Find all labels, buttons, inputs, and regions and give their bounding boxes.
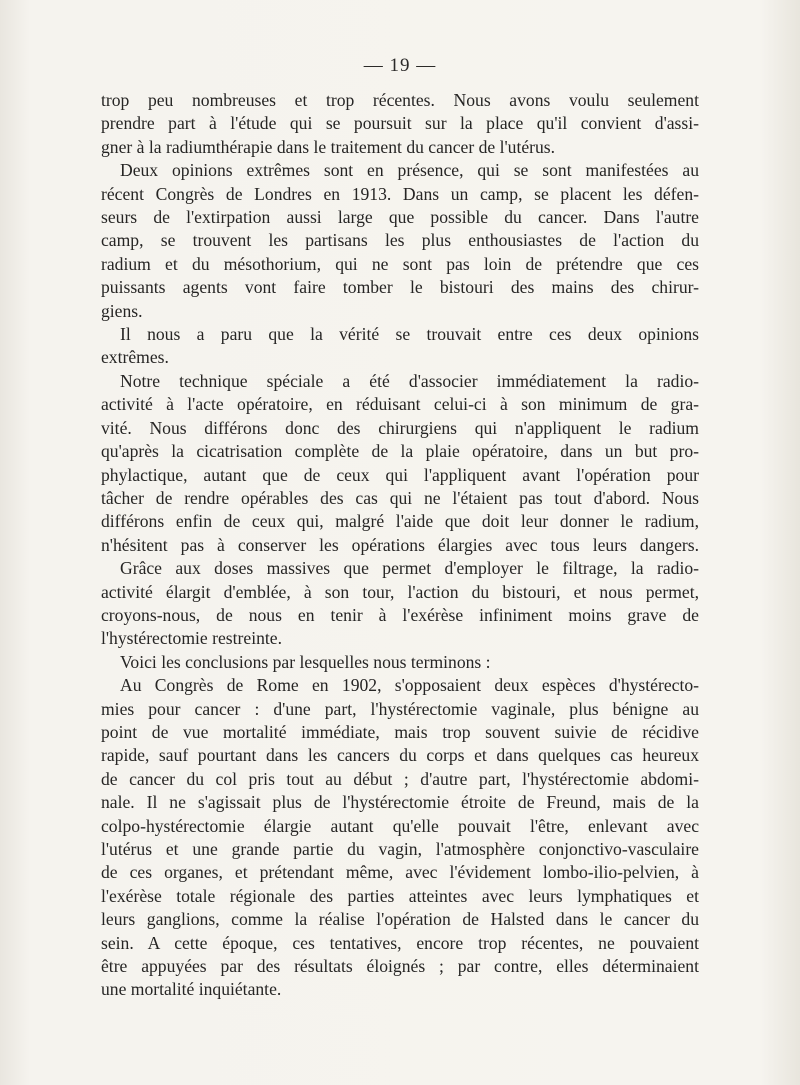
text-line: radium et du mésothorium, qui ne sont pas loin de prétendre que ces [101,253,699,274]
text-line: Grâce aux doses massives que permet d'employer le filtrage, la radio- [120,558,699,579]
text-line: vité. Nous différons donc des chirurgiens qui n'appliquent le radium [101,417,699,438]
text-line: gner à la radiumthérapie dans le traitement du cancer de l'utérus. [101,136,556,157]
text-line: tâcher de rendre opérables des cas qui ne l'étaient pas tout d'abord. Nous [101,487,699,508]
text-line: de ces organes, et prétendant même, avec l'évidement lombo-ilio-pelvien, à [101,862,699,883]
text-line: différons enfin de ceux qui, malgré l'aide que doit leur donner le radium, [101,511,699,532]
text-line: l'utérus et une grande partie du vagin, l'atmosphère conjonctivo-vasculaire [101,839,699,859]
text-line: Notre technique spéciale a été d'associer immédiatement la radio- [120,370,699,391]
text-line: giens. [101,300,143,321]
paragraph [101,674,699,1002]
text-line: nale. Il ne s'agissait plus de l'hystérectomie étroite de Freund, mais de la [101,792,699,813]
text-line: Deux opinions extrêmes sont en présence, qui se sont manifestées au [120,160,699,181]
text-line: phylactique, autant que de ceux qui l'appliquent avant l'opération pour [101,464,699,485]
text-line: prendre part à l'étude qui se poursuit sur la place qu'il convient d'assi- [101,113,699,134]
text-line: sein. A cette époque, ces tentatives, encore trop récentes, ne pouvaient [101,932,699,953]
paragraph [101,651,699,674]
text-line: leurs ganglions, comme la réalise l'opération de Halsted dans le cancer du [101,909,699,930]
text-line: activité élargit d'emblée, à son tour, l'action du bistouri, et nous permet, [101,581,699,602]
page-number: — 19 — [363,55,437,76]
text-line: Il nous a paru que la vérité se trouvait entre ces deux opinions [120,324,699,345]
text-line: récent Congrès de Londres en 1913. Dans un camp, se placent les défen- [101,183,699,204]
text-line: l'exérèse totale régionale des parties atteintes avec leurs lymphatiques et [101,885,699,906]
paragraph [101,323,699,370]
text-line: être appuyées par des résultats éloignés ; par contre, elles déterminaient [101,956,699,977]
text-line: extrêmes. [101,347,169,368]
text-line: camp, se trouvent les partisans les plus enthousiastes de l'action du [101,230,699,251]
text-line: n'hésitent pas à conserver les opérations élargies avec tous leurs dangers. [101,534,699,555]
paragraph [101,557,699,651]
text-line: Au Congrès de Rome en 1902, s'opposaient deux espèces d'hystérecto- [120,675,699,696]
text-line: une mortalité inquiétante. [101,979,282,1000]
body-text [101,89,699,1002]
text-line: qu'après la cicatrisation complète de la plaie opératoire, dans un but pro- [101,441,699,462]
paragraph [101,159,699,323]
paragraph [101,89,699,159]
text-line: de cancer du col pris tout au début ; d'autre part, l'hystérectomie abdomi- [101,768,699,789]
text-line: mies pour cancer : d'une part, l'hystérectomie vaginale, plus bénigne au [101,698,699,719]
text-line: trop peu nombreuses et trop récentes. Nous avons voulu seulement [101,90,699,110]
text-line: croyons-nous, de nous en tenir à l'exérèse infiniment moins grave de [101,604,699,625]
text-line: Voici les conclusions par lesquelles nous terminons : [120,651,491,672]
text-line: seurs de l'extirpation aussi large que possible du cancer. Dans l'autre [101,207,699,228]
paragraph [101,370,699,557]
text-line: puissants agents vont faire tomber le bistouri des mains des chirur- [101,277,699,298]
text-line: rapide, sauf pourtant dans les cancers du corps et dans quelques cas heureux [101,745,699,766]
text-line: l'hystérectomie restreinte. [101,628,282,649]
text-line: point de vue mortalité immédiate, mais trop souvent suivie de récidive [101,721,699,742]
text-line: activité à l'acte opératoire, en réduisant celui-ci à son minimum de gra- [101,394,699,415]
text-line: colpo-hystérectomie élargie autant qu'elle pouvait l'être, enlevant avec [101,815,699,836]
